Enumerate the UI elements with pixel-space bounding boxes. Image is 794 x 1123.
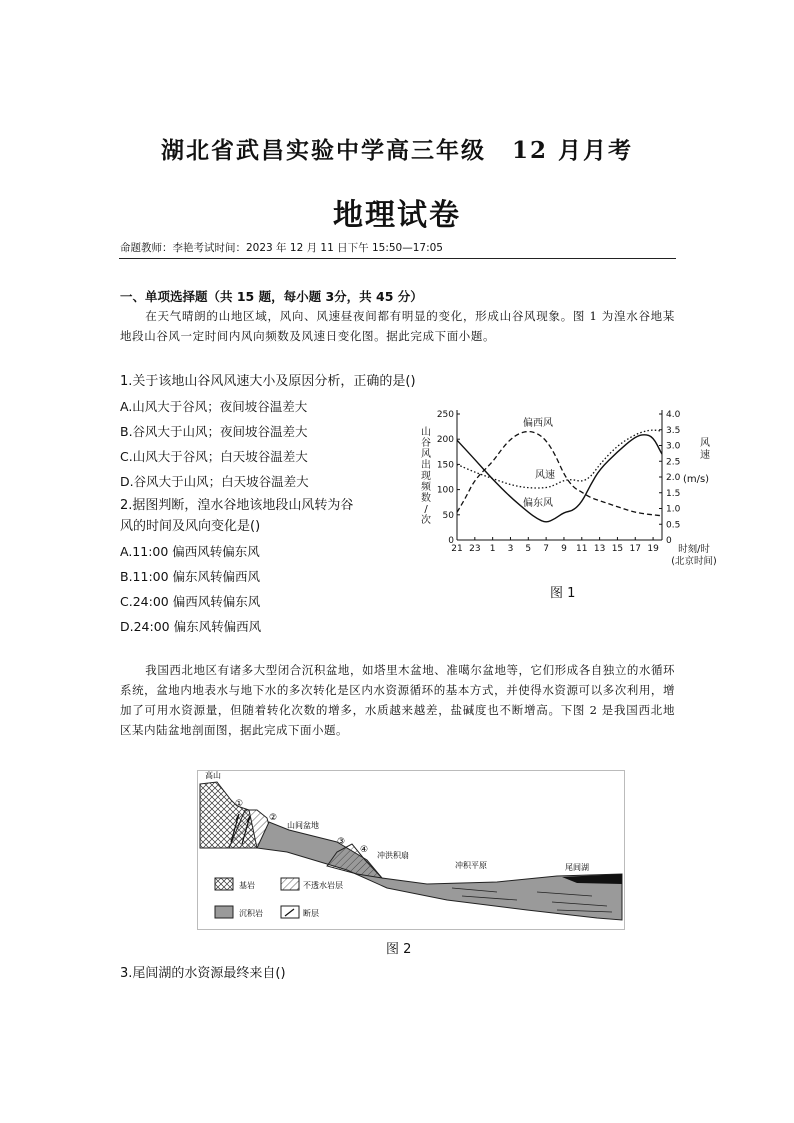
y-left-tick-label: 150 — [436, 460, 454, 471]
question-2-stem-line1: 2.据图判断，湟水谷地该地段山风转为谷 — [120, 498, 354, 513]
y-right-axis-title-char: 风 — [700, 438, 710, 449]
question-1-option-b: B.谷风大于山风；夜间坡谷温差大 — [120, 424, 308, 439]
label-fan: 冲洪积扇 — [377, 851, 409, 860]
label-mountain: 高山 — [205, 771, 221, 780]
x-axis-title-line2: (北京时间) — [671, 556, 717, 567]
question-1-option-d: D.谷风大于山风；白天坡谷温差大 — [120, 474, 309, 489]
y-right-axis-title-char: 速 — [700, 450, 710, 461]
section-heading: 一、单项选择题（共 15 题，每小题 3分，共 45 分） — [120, 289, 423, 304]
legend-sediment: 沉积岩 — [239, 909, 263, 918]
y-left-axis-title-char: 数 — [421, 493, 431, 504]
y-left-tick-label: 50 — [442, 510, 454, 521]
x-tick-label: 21 — [451, 544, 463, 554]
label-basin: 山间盆地 — [287, 821, 319, 830]
question-1-stem: 1.关于该地山谷风风速大小及原因分析，正确的是() — [120, 374, 416, 389]
x-tick-label: 1 — [489, 544, 496, 554]
y-right-tick-label: 0.5 — [666, 520, 681, 531]
x-tick-label: 11 — [576, 544, 588, 554]
exam-title-month: 12 月月考 — [511, 137, 633, 164]
x-tick-label: 23 — [469, 544, 481, 554]
subject-title: 地理试卷 — [333, 198, 461, 233]
y-left-tick-label: 250 — [436, 410, 454, 420]
x-tick-label: 15 — [611, 544, 624, 554]
legend-fault: 断层 — [303, 909, 319, 918]
exam-meta: 命题教师：李艳考试时间：2023 年 12 月 11 日下午 15:50—17:05 — [120, 242, 443, 254]
y-left-tick-label: 100 — [436, 485, 454, 496]
x-tick-label: 5 — [525, 544, 532, 554]
exam-title — [0, 132, 794, 165]
y-right-tick-label: 3.0 — [666, 441, 681, 452]
question-2-stem-line2: 风的时间及风向变化是() — [120, 519, 261, 534]
question-2-option-b: B.11:00 偏东风转偏西风 — [120, 569, 261, 584]
figure-1-caption: 图 1 — [550, 586, 576, 601]
exam-title-main: 湖北省武昌实验中学高三年级 — [160, 137, 486, 164]
x-tick-label: 7 — [543, 544, 549, 554]
y-right-axis-unit: (m/s) — [682, 474, 710, 485]
series-label-1: 偏西风 — [523, 418, 553, 429]
y-left-axis-title-char: 现 — [421, 471, 431, 482]
figure-2-basin-profile — [197, 770, 625, 930]
header-divider — [119, 258, 676, 259]
question-3-stem: 3.尾闾湖的水资源最终来自() — [120, 966, 286, 981]
y-left-axis-title-char: 频 — [421, 482, 431, 493]
legend-swatch-aquiclude — [281, 878, 299, 890]
question-2-option-a: A.11:00 偏西风转偏东风 — [120, 544, 260, 559]
marker-2: ② — [269, 813, 278, 823]
question-2-option-d: D.24:00 偏东风转偏西风 — [120, 619, 262, 634]
y-left-axis-title-char: 出 — [421, 460, 431, 471]
y-right-tick-label: 1.0 — [666, 504, 681, 515]
y-left-tick-label: 200 — [436, 435, 454, 446]
y-right-tick-label: 2.5 — [666, 457, 681, 468]
series-label-2: 偏东风 — [523, 498, 553, 509]
question-1-option-a: A.山风大于谷风；夜间坡谷温差大 — [120, 399, 308, 414]
y-right-tick-label: 0 — [666, 536, 672, 546]
series-line-3 — [457, 430, 662, 488]
legend-swatch-bedrock — [215, 878, 233, 890]
question-2-option-c: C.24:00 偏西风转偏东风 — [120, 594, 261, 609]
y-right-tick-label: 4.0 — [666, 410, 681, 420]
y-right-tick-label: 2.0 — [666, 473, 681, 483]
section-intro: 在天气晴朗的山地区域，风向、风速昼夜间都有明显的变化，形成山谷风现象。图 1 为湟水谷地某地段山谷风一定时间内风向频数及风速日变化图。据此完成下面小题。 — [120, 309, 675, 343]
figure-1-chart — [400, 398, 720, 608]
y-left-axis-title-char: 山 — [421, 427, 431, 438]
label-plain: 冲积平原 — [455, 861, 487, 870]
y-left-tick-label: 0 — [448, 536, 454, 546]
x-tick-label: 19 — [647, 544, 659, 554]
figure-2-caption: 图 2 — [386, 942, 412, 957]
marker-1: ① — [235, 799, 244, 809]
marker-4: ④ — [360, 845, 369, 855]
legend-swatch-sediment — [215, 906, 233, 918]
x-tick-label: 3 — [507, 544, 514, 554]
label-lake: 尾闾湖 — [565, 863, 589, 872]
y-left-axis-title-char: 谷 — [421, 438, 431, 449]
x-tick-label: 9 — [561, 544, 567, 554]
series-label-3: 风速 — [535, 470, 555, 481]
x-axis-title-line1: 时刻/时 — [678, 544, 710, 555]
y-left-axis-title-char: 次 — [421, 515, 431, 526]
series-line-2 — [457, 435, 662, 522]
y-left-axis-title-char: / — [424, 504, 428, 515]
section-2-intro: 我国西北地区有诸多大型闭合沉积盆地，如塔里木盆地、准噶尔盆地等，它们形成各自独立的水循环系统，盆地内地表水与地下水的多次转化是区内水资源循环的基本方式，并使得水资源可以多次利用，增加了可用水资源量，但随着转化次数的增多，水质越来越差，盐碱度也不断增高。下图 2 是我国西北地区某内陆盆地剖面图，据此完成下面小题。 — [120, 663, 675, 737]
y-left-axis-title-char: 风 — [421, 449, 431, 460]
marker-3: ③ — [337, 837, 346, 847]
question-1-option-c: C.山风大于谷风；白天坡谷温差大 — [120, 449, 308, 464]
x-tick-label: 17 — [629, 544, 641, 554]
y-right-tick-label: 1.5 — [666, 488, 681, 499]
legend-bedrock: 基岩 — [239, 881, 255, 890]
y-right-tick-label: 3.5 — [666, 425, 681, 436]
legend-aquiclude: 不透水岩层 — [303, 881, 343, 890]
x-tick-label: 13 — [593, 544, 606, 554]
